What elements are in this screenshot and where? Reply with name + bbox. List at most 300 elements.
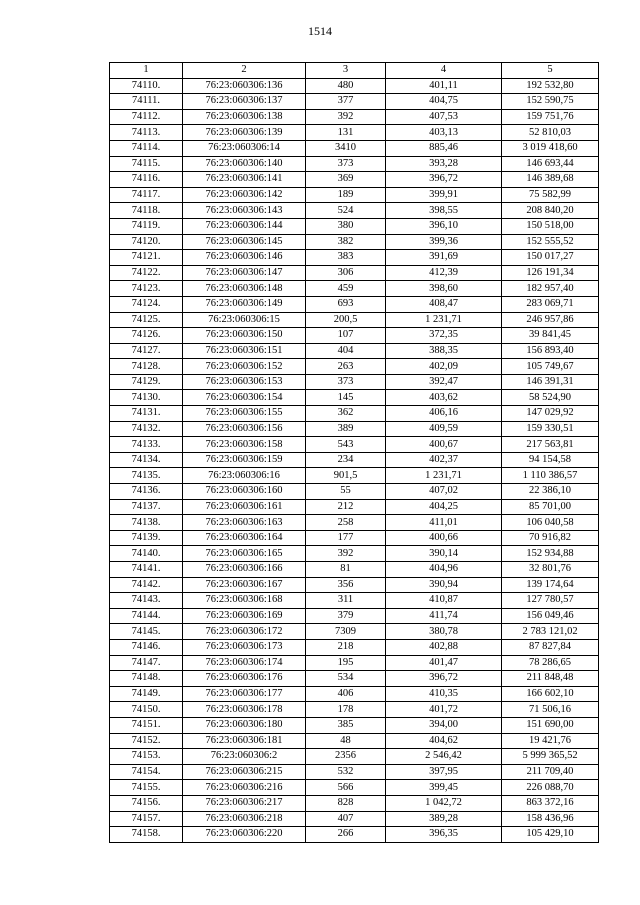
cadastral-number-cell: 76:23:060306:166: [183, 562, 306, 578]
table-row: [110, 686, 599, 702]
table-row: [110, 452, 599, 468]
table-row: [110, 218, 599, 234]
area-cell: 406: [306, 686, 386, 702]
row-number-cell: 74138.: [110, 515, 183, 531]
area-cell: 392: [306, 546, 386, 562]
value-cell: 146 391,31: [502, 374, 599, 390]
cadastral-number-cell: 76:23:060306:151: [183, 343, 306, 359]
rate-cell: 397,95: [386, 764, 502, 780]
row-number-cell: 74144.: [110, 608, 183, 624]
rate-cell: 403,13: [386, 125, 502, 141]
value-cell: 156 049,46: [502, 608, 599, 624]
table-row: [110, 468, 599, 484]
row-number-cell: 74122.: [110, 265, 183, 281]
area-cell: 311: [306, 593, 386, 609]
cadastral-number-cell: 76:23:060306:181: [183, 733, 306, 749]
cadastral-number-cell: 76:23:060306:218: [183, 811, 306, 827]
row-number-cell: 74158.: [110, 827, 183, 843]
column-header-1: 1: [110, 63, 183, 79]
cadastral-number-cell: 76:23:060306:158: [183, 437, 306, 453]
row-number-cell: 74120.: [110, 234, 183, 250]
cadastral-number-cell: 76:23:060306:177: [183, 686, 306, 702]
table-row: [110, 312, 599, 328]
rate-cell: 396,10: [386, 218, 502, 234]
row-number-cell: 74130.: [110, 390, 183, 406]
table-row: [110, 250, 599, 266]
row-number-cell: 74137.: [110, 499, 183, 515]
cadastral-number-cell: 76:23:060306:16: [183, 468, 306, 484]
cadastral-number-cell: 76:23:060306:2: [183, 749, 306, 765]
area-cell: 177: [306, 530, 386, 546]
rate-cell: 399,36: [386, 234, 502, 250]
cadastral-number-cell: 76:23:060306:149: [183, 296, 306, 312]
cadastral-number-cell: 76:23:060306:215: [183, 764, 306, 780]
rate-cell: 399,91: [386, 187, 502, 203]
table-row: [110, 234, 599, 250]
row-number-cell: 74132.: [110, 421, 183, 437]
row-number-cell: 74119.: [110, 218, 183, 234]
cadastral-number-cell: 76:23:060306:154: [183, 390, 306, 406]
cadastral-number-cell: 76:23:060306:150: [183, 328, 306, 344]
area-cell: 3410: [306, 140, 386, 156]
area-cell: 55: [306, 484, 386, 500]
area-cell: 373: [306, 374, 386, 390]
area-cell: 524: [306, 203, 386, 219]
cadastral-number-cell: 76:23:060306:142: [183, 187, 306, 203]
rate-cell: 400,66: [386, 530, 502, 546]
value-cell: 32 801,76: [502, 562, 599, 578]
value-cell: 58 524,90: [502, 390, 599, 406]
area-cell: 534: [306, 671, 386, 687]
value-cell: 146 389,68: [502, 172, 599, 188]
row-number-cell: 74143.: [110, 593, 183, 609]
area-cell: 7309: [306, 624, 386, 640]
rate-cell: 396,72: [386, 172, 502, 188]
cadastral-number-cell: 76:23:060306:176: [183, 671, 306, 687]
rate-cell: 396,72: [386, 671, 502, 687]
rate-cell: 399,45: [386, 780, 502, 796]
table-row: [110, 406, 599, 422]
area-cell: 195: [306, 655, 386, 671]
rate-cell: 412,39: [386, 265, 502, 281]
cadastral-number-cell: 76:23:060306:173: [183, 639, 306, 655]
row-number-cell: 74129.: [110, 374, 183, 390]
table-row: [110, 702, 599, 718]
area-cell: 145: [306, 390, 386, 406]
cadastral-number-cell: 76:23:060306:146: [183, 250, 306, 266]
value-cell: 211 848,48: [502, 671, 599, 687]
table-row: [110, 593, 599, 609]
cadastral-number-cell: 76:23:060306:165: [183, 546, 306, 562]
cadastral-number-cell: 76:23:060306:216: [183, 780, 306, 796]
value-cell: 156 893,40: [502, 343, 599, 359]
row-number-cell: 74135.: [110, 468, 183, 484]
table-row: [110, 639, 599, 655]
area-cell: 377: [306, 94, 386, 110]
area-cell: 566: [306, 780, 386, 796]
value-cell: 159 751,76: [502, 109, 599, 125]
rate-cell: 407,53: [386, 109, 502, 125]
value-cell: 139 174,64: [502, 577, 599, 593]
rate-cell: 393,28: [386, 156, 502, 172]
value-cell: 75 582,99: [502, 187, 599, 203]
rate-cell: 410,35: [386, 686, 502, 702]
row-number-cell: 74149.: [110, 686, 183, 702]
value-cell: 85 701,00: [502, 499, 599, 515]
rate-cell: 398,60: [386, 281, 502, 297]
area-cell: 380: [306, 218, 386, 234]
row-number-cell: 74126.: [110, 328, 183, 344]
table-row: [110, 717, 599, 733]
rate-cell: 402,09: [386, 359, 502, 375]
rate-cell: 1 042,72: [386, 795, 502, 811]
value-cell: 151 690,00: [502, 717, 599, 733]
area-cell: 2356: [306, 749, 386, 765]
table-row: [110, 78, 599, 94]
area-cell: 828: [306, 795, 386, 811]
rate-cell: 391,69: [386, 250, 502, 266]
area-cell: 306: [306, 265, 386, 281]
rate-cell: 389,28: [386, 811, 502, 827]
area-cell: 459: [306, 281, 386, 297]
value-cell: 87 827,84: [502, 639, 599, 655]
cadastral-number-cell: 76:23:060306:141: [183, 172, 306, 188]
row-number-cell: 74139.: [110, 530, 183, 546]
area-cell: 356: [306, 577, 386, 593]
value-cell: 94 154,58: [502, 452, 599, 468]
rate-cell: 400,67: [386, 437, 502, 453]
table-row: [110, 328, 599, 344]
value-cell: 22 386,10: [502, 484, 599, 500]
table-row: [110, 172, 599, 188]
column-header-4: 4: [386, 63, 502, 79]
table-row: [110, 374, 599, 390]
table-header-row: [110, 63, 599, 79]
cadastral-number-cell: 76:23:060306:143: [183, 203, 306, 219]
rate-cell: 372,35: [386, 328, 502, 344]
area-cell: 258: [306, 515, 386, 531]
cadastral-number-cell: 76:23:060306:156: [183, 421, 306, 437]
row-number-cell: 74156.: [110, 795, 183, 811]
value-cell: 152 555,52: [502, 234, 599, 250]
table-body: [110, 78, 599, 842]
row-number-cell: 74121.: [110, 250, 183, 266]
value-cell: 71 506,16: [502, 702, 599, 718]
row-number-cell: 74112.: [110, 109, 183, 125]
area-cell: 543: [306, 437, 386, 453]
value-cell: 127 780,57: [502, 593, 599, 609]
row-number-cell: 74114.: [110, 140, 183, 156]
row-number-cell: 74147.: [110, 655, 183, 671]
rate-cell: 411,01: [386, 515, 502, 531]
row-number-cell: 74145.: [110, 624, 183, 640]
area-cell: 212: [306, 499, 386, 515]
value-cell: 158 436,96: [502, 811, 599, 827]
row-number-cell: 74148.: [110, 671, 183, 687]
rate-cell: 402,88: [386, 639, 502, 655]
table-row: [110, 515, 599, 531]
cadastral-number-cell: 76:23:060306:138: [183, 109, 306, 125]
table-row: [110, 530, 599, 546]
area-cell: 392: [306, 109, 386, 125]
value-cell: 147 029,92: [502, 406, 599, 422]
rate-cell: 392,47: [386, 374, 502, 390]
area-cell: 218: [306, 639, 386, 655]
row-number-cell: 74141.: [110, 562, 183, 578]
area-cell: 383: [306, 250, 386, 266]
table-row: [110, 390, 599, 406]
area-cell: 407: [306, 811, 386, 827]
rate-cell: 404,25: [386, 499, 502, 515]
value-cell: 150 017,27: [502, 250, 599, 266]
cadastral-number-cell: 76:23:060306:153: [183, 374, 306, 390]
row-number-cell: 74110.: [110, 78, 183, 94]
cadastral-number-cell: 76:23:060306:137: [183, 94, 306, 110]
row-number-cell: 74136.: [110, 484, 183, 500]
data-table: [109, 62, 599, 843]
cadastral-number-cell: 76:23:060306:161: [183, 499, 306, 515]
row-number-cell: 74142.: [110, 577, 183, 593]
cadastral-number-cell: 76:23:060306:148: [183, 281, 306, 297]
cadastral-number-cell: 76:23:060306:220: [183, 827, 306, 843]
row-number-cell: 74125.: [110, 312, 183, 328]
cadastral-number-cell: 76:23:060306:14: [183, 140, 306, 156]
table-row: [110, 562, 599, 578]
value-cell: 52 810,03: [502, 125, 599, 141]
area-cell: 362: [306, 406, 386, 422]
area-cell: 200,5: [306, 312, 386, 328]
row-number-cell: 74154.: [110, 764, 183, 780]
table-row: [110, 125, 599, 141]
cadastral-number-cell: 76:23:060306:140: [183, 156, 306, 172]
rate-cell: 394,00: [386, 717, 502, 733]
cadastral-number-cell: 76:23:060306:180: [183, 717, 306, 733]
value-cell: 105 749,67: [502, 359, 599, 375]
value-cell: 192 532,80: [502, 78, 599, 94]
row-number-cell: 74134.: [110, 452, 183, 468]
value-cell: 3 019 418,60: [502, 140, 599, 156]
row-number-cell: 74128.: [110, 359, 183, 375]
table-row: [110, 546, 599, 562]
area-cell: 107: [306, 328, 386, 344]
cadastral-number-cell: 76:23:060306:172: [183, 624, 306, 640]
area-cell: 385: [306, 717, 386, 733]
value-cell: 217 563,81: [502, 437, 599, 453]
area-cell: 382: [306, 234, 386, 250]
area-cell: 81: [306, 562, 386, 578]
cadastral-number-cell: 76:23:060306:152: [183, 359, 306, 375]
table-row: [110, 359, 599, 375]
rate-cell: 406,16: [386, 406, 502, 422]
value-cell: 283 069,71: [502, 296, 599, 312]
area-cell: 263: [306, 359, 386, 375]
page-number: 1514: [308, 24, 332, 38]
table-row: [110, 484, 599, 500]
table-row: [110, 624, 599, 640]
area-cell: 266: [306, 827, 386, 843]
rate-cell: 390,94: [386, 577, 502, 593]
row-number-cell: 74157.: [110, 811, 183, 827]
row-number-cell: 74133.: [110, 437, 183, 453]
table-row: [110, 109, 599, 125]
rate-cell: 396,35: [386, 827, 502, 843]
rate-cell: 404,62: [386, 733, 502, 749]
area-cell: 234: [306, 452, 386, 468]
table-row: [110, 733, 599, 749]
row-number-cell: 74111.: [110, 94, 183, 110]
table-row: [110, 156, 599, 172]
value-cell: 166 602,10: [502, 686, 599, 702]
table-row: [110, 795, 599, 811]
table-row: [110, 187, 599, 203]
column-header-5: 5: [502, 63, 599, 79]
rate-cell: 401,47: [386, 655, 502, 671]
table-row: [110, 281, 599, 297]
table-row: [110, 577, 599, 593]
area-cell: 373: [306, 156, 386, 172]
area-cell: 404: [306, 343, 386, 359]
cadastral-number-cell: 76:23:060306:155: [183, 406, 306, 422]
value-cell: 19 421,76: [502, 733, 599, 749]
table-row: [110, 827, 599, 843]
cadastral-number-cell: 76:23:060306:164: [183, 530, 306, 546]
table-row: [110, 437, 599, 453]
area-cell: 131: [306, 125, 386, 141]
table-row: [110, 671, 599, 687]
cadastral-number-cell: 76:23:060306:160: [183, 484, 306, 500]
value-cell: 863 372,16: [502, 795, 599, 811]
column-header-3: 3: [306, 63, 386, 79]
table-row: [110, 94, 599, 110]
value-cell: 146 693,44: [502, 156, 599, 172]
value-cell: 70 916,82: [502, 530, 599, 546]
cadastral-number-cell: 76:23:060306:168: [183, 593, 306, 609]
value-cell: 150 518,00: [502, 218, 599, 234]
rate-cell: 404,75: [386, 94, 502, 110]
cadastral-number-cell: 76:23:060306:139: [183, 125, 306, 141]
row-number-cell: 74150.: [110, 702, 183, 718]
rate-cell: 409,59: [386, 421, 502, 437]
row-number-cell: 74124.: [110, 296, 183, 312]
row-number-cell: 74153.: [110, 749, 183, 765]
value-cell: 5 999 365,52: [502, 749, 599, 765]
rate-cell: 401,11: [386, 78, 502, 94]
area-cell: 480: [306, 78, 386, 94]
rate-cell: 407,02: [386, 484, 502, 500]
value-cell: 2 783 121,02: [502, 624, 599, 640]
value-cell: 106 040,58: [502, 515, 599, 531]
area-cell: 693: [306, 296, 386, 312]
rate-cell: 408,47: [386, 296, 502, 312]
area-cell: 189: [306, 187, 386, 203]
row-number-cell: 74127.: [110, 343, 183, 359]
table-row: [110, 764, 599, 780]
rate-cell: 1 231,71: [386, 468, 502, 484]
value-cell: 126 191,34: [502, 265, 599, 281]
cadastral-number-cell: 76:23:060306:174: [183, 655, 306, 671]
rate-cell: 402,37: [386, 452, 502, 468]
column-header-2: 2: [183, 63, 306, 79]
row-number-cell: 74118.: [110, 203, 183, 219]
cadastral-number-cell: 76:23:060306:159: [183, 452, 306, 468]
value-cell: 152 590,75: [502, 94, 599, 110]
row-number-cell: 74123.: [110, 281, 183, 297]
row-number-cell: 74113.: [110, 125, 183, 141]
value-cell: 246 957,86: [502, 312, 599, 328]
value-cell: 1 110 386,57: [502, 468, 599, 484]
cadastral-number-cell: 76:23:060306:136: [183, 78, 306, 94]
table-row: [110, 655, 599, 671]
value-cell: 182 957,40: [502, 281, 599, 297]
area-cell: 379: [306, 608, 386, 624]
rate-cell: 411,74: [386, 608, 502, 624]
row-number-cell: 74140.: [110, 546, 183, 562]
rate-cell: 410,87: [386, 593, 502, 609]
table-row: [110, 780, 599, 796]
value-cell: 159 330,51: [502, 421, 599, 437]
cadastral-number-cell: 76:23:060306:144: [183, 218, 306, 234]
value-cell: 105 429,10: [502, 827, 599, 843]
cadastral-number-cell: 76:23:060306:169: [183, 608, 306, 624]
table-row: [110, 265, 599, 281]
row-number-cell: 74131.: [110, 406, 183, 422]
value-cell: 39 841,45: [502, 328, 599, 344]
rate-cell: 390,14: [386, 546, 502, 562]
table-row: [110, 608, 599, 624]
area-cell: 48: [306, 733, 386, 749]
row-number-cell: 74151.: [110, 717, 183, 733]
cadastral-number-cell: 76:23:060306:147: [183, 265, 306, 281]
area-cell: 901,5: [306, 468, 386, 484]
value-cell: 226 088,70: [502, 780, 599, 796]
cadastral-number-cell: 76:23:060306:178: [183, 702, 306, 718]
table-row: [110, 203, 599, 219]
table-row: [110, 811, 599, 827]
area-cell: 532: [306, 764, 386, 780]
row-number-cell: 74152.: [110, 733, 183, 749]
rate-cell: 1 231,71: [386, 312, 502, 328]
row-number-cell: 74155.: [110, 780, 183, 796]
row-number-cell: 74115.: [110, 156, 183, 172]
area-cell: 369: [306, 172, 386, 188]
table-row: [110, 499, 599, 515]
rate-cell: 388,35: [386, 343, 502, 359]
rate-cell: 885,46: [386, 140, 502, 156]
area-cell: 389: [306, 421, 386, 437]
cadastral-number-cell: 76:23:060306:167: [183, 577, 306, 593]
cadastral-number-cell: 76:23:060306:163: [183, 515, 306, 531]
table-row: [110, 296, 599, 312]
row-number-cell: 74116.: [110, 172, 183, 188]
rate-cell: 2 546,42: [386, 749, 502, 765]
rate-cell: 380,78: [386, 624, 502, 640]
value-cell: 78 286,65: [502, 655, 599, 671]
value-cell: 152 934,88: [502, 546, 599, 562]
rate-cell: 398,55: [386, 203, 502, 219]
value-cell: 211 709,40: [502, 764, 599, 780]
cadastral-number-cell: 76:23:060306:15: [183, 312, 306, 328]
table-row: [110, 749, 599, 765]
table-row: [110, 343, 599, 359]
cadastral-number-cell: 76:23:060306:217: [183, 795, 306, 811]
value-cell: 208 840,20: [502, 203, 599, 219]
table-row: [110, 421, 599, 437]
row-number-cell: 74146.: [110, 639, 183, 655]
rate-cell: 403,62: [386, 390, 502, 406]
rate-cell: 401,72: [386, 702, 502, 718]
area-cell: 178: [306, 702, 386, 718]
cadastral-number-cell: 76:23:060306:145: [183, 234, 306, 250]
